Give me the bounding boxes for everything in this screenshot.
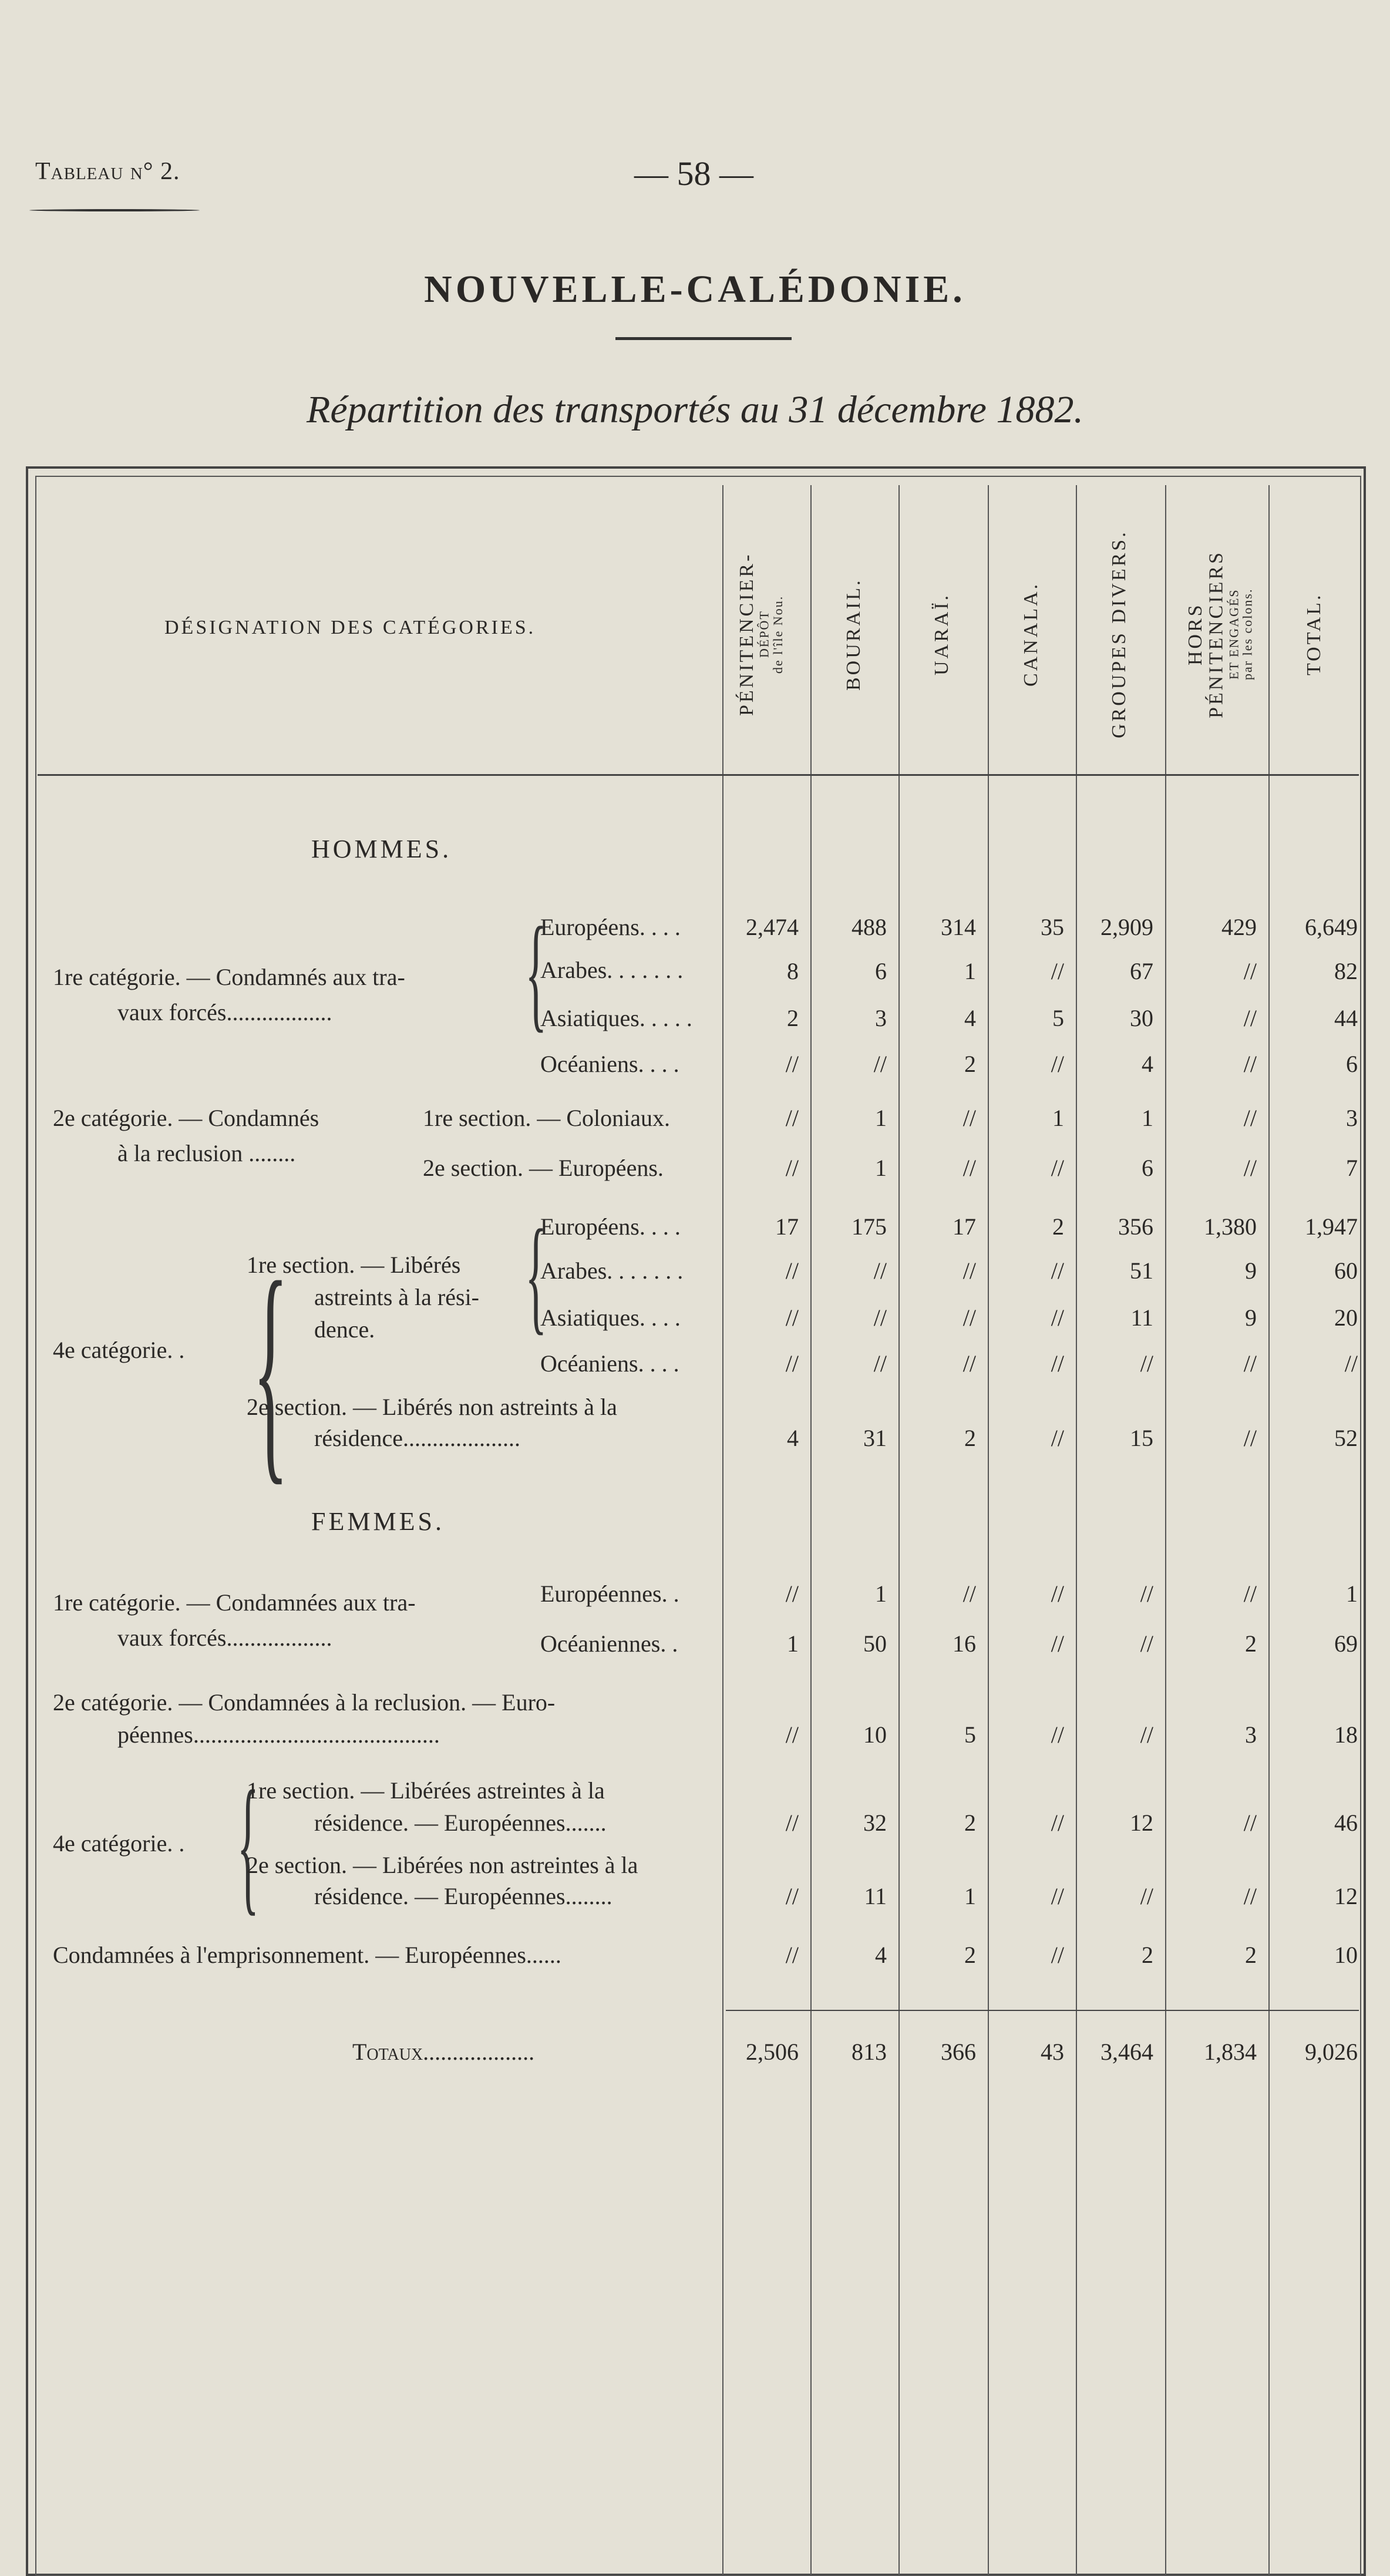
table-cell: 429: [1221, 914, 1257, 940]
label-europeennes: Européennes. .: [540, 1580, 679, 1607]
table-cell: //: [962, 1350, 976, 1377]
table-cell: //: [785, 1721, 799, 1748]
table-cell: //: [873, 1350, 887, 1377]
table-cell: //: [1051, 1630, 1064, 1657]
table-cell: 2: [787, 1005, 799, 1031]
table-cell: 1: [964, 958, 976, 984]
table-cell: 12: [1130, 1810, 1153, 1836]
col-header-canala: CANALA.: [1020, 581, 1042, 687]
emprisonnement-label: Condamnées à l'emprisonnement. — Européennes......: [53, 1942, 561, 1968]
table-cell: 2,909: [1100, 914, 1153, 940]
table-cell: 17: [775, 1213, 799, 1240]
table-cell: //: [1051, 1350, 1064, 1377]
table-cell: 2: [964, 1942, 976, 1968]
table-cell: //: [873, 1304, 887, 1331]
h4-category: 4e catégorie. .: [53, 1337, 185, 1363]
table-cell: //: [785, 1942, 799, 1968]
table-cell: //: [785, 1304, 799, 1331]
header-rule: [38, 774, 1359, 776]
table-cell: //: [1243, 1580, 1257, 1607]
h2-category-line1: 2e catégorie. — Condamnés: [53, 1105, 319, 1131]
table-cell: //: [1051, 1304, 1064, 1331]
table-cell: //: [785, 1051, 799, 1077]
table-cell: 9: [1245, 1257, 1257, 1284]
table-cell: 1,947: [1305, 1213, 1358, 1240]
label-oceaniennes: Océaniennes. .: [540, 1630, 678, 1657]
label-asiatiques-h4: Asiatiques. . . .: [540, 1304, 681, 1331]
table-cell: //: [1051, 1580, 1064, 1607]
table-cell: //: [1243, 1105, 1257, 1131]
table-cell: 52: [1334, 1425, 1358, 1451]
col-divider: [1165, 485, 1166, 2576]
table-cell: 1,380: [1204, 1213, 1257, 1240]
table-cell: 46: [1334, 1810, 1358, 1836]
table-cell: //: [1344, 1350, 1358, 1377]
table-cell: 4: [964, 1005, 976, 1031]
table-cell: //: [1051, 1257, 1064, 1284]
table-cell: 3: [1346, 1105, 1358, 1131]
table-cell: 1: [875, 1580, 887, 1607]
table-cell: 9: [1245, 1304, 1257, 1331]
table-cell: //: [1051, 1721, 1064, 1748]
table-cell: //: [1140, 1350, 1153, 1377]
f2-line1: 2e catégorie. — Condamnées à la reclusion. — Euro-: [53, 1689, 556, 1716]
table-cell: 2: [1052, 1213, 1064, 1240]
table-cell: //: [1051, 1810, 1064, 1836]
col-divider: [1268, 485, 1270, 2576]
label-asiatiques: Asiatiques. . . . .: [540, 1005, 692, 1031]
table-cell: 7: [1346, 1155, 1358, 1181]
table-cell: //: [1051, 1942, 1064, 1968]
table-cell: 2,474: [746, 914, 799, 940]
table-cell: //: [785, 1883, 799, 1909]
table-cell: 6: [875, 958, 887, 984]
table-cell: 15: [1130, 1425, 1153, 1451]
table-cell: 16: [953, 1630, 976, 1657]
page-title: NOUVELLE-CALÉDONIE.: [424, 268, 966, 311]
label-europeens: Européens. . . .: [540, 914, 681, 940]
brace: {: [525, 900, 547, 1044]
table-cell: //: [1140, 1883, 1153, 1909]
table-cell: 813: [851, 2039, 887, 2065]
table-cell: //: [785, 1810, 799, 1836]
table-cell: 20: [1334, 1304, 1358, 1331]
h1-category-line1: 1re catégorie. — Condamnés aux tra-: [53, 964, 405, 990]
table-cell: 17: [953, 1213, 976, 1240]
h4-s2-line2: résidence....................: [314, 1425, 521, 1451]
totals-rule: [726, 2010, 1359, 2011]
col-header-total: TOTAL.: [1303, 593, 1325, 676]
brace: {: [237, 1760, 260, 1929]
col-header-penitencier: PÉNITENCIER- DÉPÔT de l'île Nou.: [736, 552, 785, 717]
table-cell: 5: [964, 1721, 976, 1748]
table-cell: 1: [875, 1155, 887, 1181]
h4-s1-line3: dence.: [314, 1316, 375, 1343]
table-cell: //: [1051, 1051, 1064, 1077]
table-cell: 175: [851, 1213, 887, 1240]
table-cell: 12: [1334, 1883, 1358, 1909]
table-cell: 3,464: [1100, 2039, 1153, 2065]
page-subtitle: Répartition des transportés au 31 décembre 1882.: [307, 388, 1083, 431]
tableau-label: Tableau n° 2.: [35, 158, 180, 185]
table-cell: 82: [1334, 958, 1358, 984]
table-cell: //: [962, 1304, 976, 1331]
table-cell: 67: [1130, 958, 1153, 984]
table-cell: //: [785, 1580, 799, 1607]
f4-s2-line1: 2e section. — Libérées non astreintes à la: [247, 1852, 638, 1878]
table-cell: 6: [1346, 1051, 1358, 1077]
table-cell: 1,834: [1204, 2039, 1257, 2065]
table-cell: 60: [1334, 1257, 1358, 1284]
table-cell: //: [785, 1257, 799, 1284]
brace: {: [525, 1203, 547, 1346]
h4-s1-line2: astreints à la rési-: [314, 1284, 479, 1310]
label-arabes: Arabes. . . . . . .: [540, 957, 684, 983]
table-cell: 2,506: [746, 2039, 799, 2065]
table-cell: //: [1243, 1350, 1257, 1377]
col-header-hors: HORS PÉNITENCIERS ET ENGAGÉS par les colons.: [1184, 550, 1255, 718]
table-cell: //: [1051, 1155, 1064, 1181]
brace: {: [253, 1232, 289, 1505]
h2-section1: 1re section. — Coloniaux.: [423, 1105, 671, 1131]
table-cell: 6,649: [1305, 914, 1358, 940]
table-cell: 1: [1052, 1105, 1064, 1131]
table-cell: //: [1243, 1883, 1257, 1909]
col-divider: [898, 485, 900, 2576]
table-cell: 6: [1142, 1155, 1153, 1181]
table-cell: //: [785, 1350, 799, 1377]
table-cell: 32: [863, 1810, 887, 1836]
table-cell: 1: [964, 1883, 976, 1909]
table-cell: //: [962, 1105, 976, 1131]
table-cell: 3: [875, 1005, 887, 1031]
h4-s1-line1: 1re section. — Libérés: [247, 1252, 461, 1278]
table-cell: 2: [964, 1425, 976, 1451]
table-cell: 51: [1130, 1257, 1153, 1284]
h4-s2-line1: 2e section. — Libérés non astreints à la: [247, 1394, 617, 1420]
col-divider: [988, 485, 989, 2576]
table-cell: 1: [1346, 1580, 1358, 1607]
table-cell: //: [1051, 958, 1064, 984]
table-cell: //: [1243, 958, 1257, 984]
totaux-label: Totaux...................: [352, 2039, 535, 2065]
table-cell: 11: [1130, 1304, 1153, 1331]
table-cell: 1: [1142, 1105, 1153, 1131]
table-cell: //: [785, 1105, 799, 1131]
f4-s1-line2: résidence. — Européennes.......: [314, 1810, 607, 1836]
table-cell: //: [873, 1051, 887, 1077]
table-cell: //: [1140, 1580, 1153, 1607]
table-cell: 4: [787, 1425, 799, 1451]
table-cell: 356: [1118, 1213, 1153, 1240]
table-cell: 3: [1245, 1721, 1257, 1748]
table-cell: //: [1140, 1721, 1153, 1748]
table-cell: //: [1140, 1630, 1153, 1657]
table-cell: 366: [941, 2039, 976, 2065]
col-header-groupes: GROUPES DIVERS.: [1108, 530, 1130, 739]
label-europeens-h4: Européens. . . .: [540, 1213, 681, 1240]
table-cell: 2: [1142, 1942, 1153, 1968]
table-cell: 488: [851, 914, 887, 940]
label-arabes-h4: Arabes. . . . . . .: [540, 1257, 684, 1284]
col-header-designation: DÉSIGNATION DES CATÉGORIES.: [164, 617, 536, 638]
section-femmes: FEMMES.: [311, 1507, 445, 1536]
table-cell: //: [962, 1580, 976, 1607]
table-cell: //: [1243, 1155, 1257, 1181]
decorative-swash: [29, 209, 200, 211]
section-hommes: HOMMES.: [311, 835, 452, 863]
table-cell: 2: [964, 1810, 976, 1836]
table-cell: 43: [1041, 2039, 1064, 2065]
table-cell: 11: [864, 1883, 887, 1909]
h1-category-line2: vaux forcés..................: [117, 999, 332, 1025]
table-cell: //: [785, 1155, 799, 1181]
table-cell: 314: [941, 914, 976, 940]
h2-category-line2: à la reclusion ........: [117, 1140, 296, 1166]
table-cell: 4: [1142, 1051, 1153, 1077]
table-cell: 2: [1245, 1942, 1257, 1968]
table-cell: 8: [787, 958, 799, 984]
f1-category-line2: vaux forcés..................: [117, 1625, 332, 1651]
table-cell: 44: [1334, 1005, 1358, 1031]
col-divider: [722, 485, 723, 2576]
f4-s1-line1: 1re section. — Libérées astreintes à la: [247, 1777, 605, 1804]
table-cell: //: [1243, 1810, 1257, 1836]
title-rule: [615, 337, 792, 340]
table-cell: //: [1051, 1883, 1064, 1909]
table-cell: 10: [863, 1721, 887, 1748]
col-header-bourail: BOURAIL.: [843, 578, 864, 691]
page-number: — 58 —: [634, 154, 753, 193]
label-oceaniens-h4: Océaniens. . . .: [540, 1350, 679, 1377]
table-cell: 10: [1334, 1942, 1358, 1968]
table-cell: 50: [863, 1630, 887, 1657]
col-header-uarai: UARAÏ.: [931, 593, 953, 676]
table-cell: //: [1243, 1425, 1257, 1451]
f2-line2: péennes..........................................: [117, 1721, 440, 1748]
table-cell: 18: [1334, 1721, 1358, 1748]
table-cell: //: [1243, 1051, 1257, 1077]
h2-section2: 2e section. — Européens.: [423, 1155, 664, 1181]
table-cell: //: [962, 1155, 976, 1181]
table-cell: 1: [787, 1630, 799, 1657]
table-cell: 9,026: [1305, 2039, 1358, 2065]
label-oceaniens: Océaniens. . . .: [540, 1051, 679, 1077]
table-cell: 30: [1130, 1005, 1153, 1031]
table-cell: 35: [1041, 914, 1064, 940]
f4-category: 4e catégorie. .: [53, 1830, 185, 1857]
table-cell: 69: [1334, 1630, 1358, 1657]
table-cell: //: [873, 1257, 887, 1284]
table-cell: 2: [964, 1051, 976, 1077]
table-cell: 1: [875, 1105, 887, 1131]
col-divider: [1076, 485, 1077, 2576]
table-cell: 31: [863, 1425, 887, 1451]
f1-category-line1: 1re catégorie. — Condamnées aux tra-: [53, 1589, 416, 1616]
col-divider: [810, 485, 812, 2576]
table-cell: 5: [1052, 1005, 1064, 1031]
table-cell: //: [1051, 1425, 1064, 1451]
f4-s2-line2: résidence. — Européennes........: [314, 1883, 612, 1909]
table-cell: 4: [875, 1942, 887, 1968]
table-cell: 2: [1245, 1630, 1257, 1657]
table-inner-frame: [35, 476, 1361, 2576]
table-cell: //: [1243, 1005, 1257, 1031]
table-cell: //: [962, 1257, 976, 1284]
